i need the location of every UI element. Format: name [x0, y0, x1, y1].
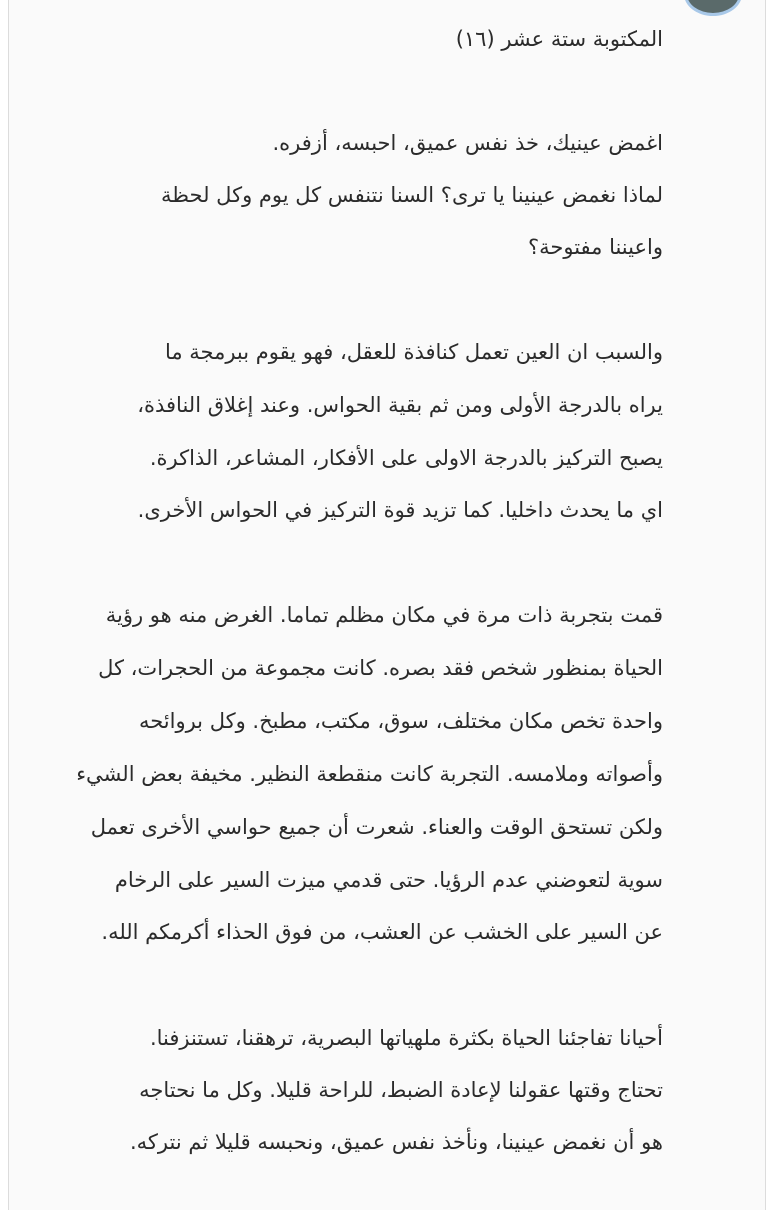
text-line: ولكن تستحق الوقت والعناء. شعرت أن جميع حواسي الأخرى تعمل — [90, 815, 663, 839]
text-line: اغمض عينيك، خذ نفس عميق، احبسه، أزفره. — [272, 131, 663, 155]
text-line: واحدة تخص مكان مختلف، سوق، مكتب، مطبخ. وكل بروائحه — [138, 709, 663, 733]
text-line: هو أن نغمض عينينا، ونأخذ نفس عميق، ونحبسه قليلا ثم نتركه. — [129, 1130, 663, 1154]
text-line: والسبب ان العين تعمل كنافذة للعقل، فهو يقوم ببرمجة ما — [164, 340, 663, 364]
text-line: لماذا نغمض عينينا يا ترى؟ السنا نتنفس كل يوم وكل لحظة — [161, 183, 663, 207]
text-line: أحيانا تفاجئنا الحياة بكثرة ملهياتها البصرية، ترهقنا، تستنزفنا. — [149, 1026, 663, 1050]
text-line: عن السير على الخشب عن العشب، من فوق الحذاء أكرمكم الله. — [101, 920, 663, 944]
text-line: يصبح التركيز بالدرجة الاولى على الأفكار، المشاعر، الذاكرة. — [149, 446, 663, 470]
text-line: يراه بالدرجة الأولى ومن ثم بقية الحواس. وعند إغلاق النافذة، — [137, 393, 663, 417]
text-line: تحتاج وقتها عقولنا لإعادة الضبط، للراحة قليلا. وكل ما نحتاجه — [139, 1078, 663, 1102]
text-line: وأصواته وملامسه. التجربة كانت منقطعة النظير. مخيفة بعض الشيء — [76, 762, 663, 786]
text-line: قمت بتجربة ذات مرة في مكان مظلم تماما. الغرض منه هو رؤية — [105, 603, 663, 627]
text-line: اي ما يحدث داخليا. كما تزيد قوة التركيز في الحواس الأخرى. — [137, 498, 663, 522]
post-title: المكتوبة ستة عشر (١٦) — [455, 27, 663, 51]
text-line: واعيننا مفتوحة؟ — [527, 235, 663, 259]
text-line: سوية لتعوضني عدم الرؤيا. حتى قدمي ميزت السير على الرخام — [114, 868, 663, 892]
text-line: الحياة بمنظور شخص فقد بصره. كانت مجموعة من الحجرات، كل — [98, 656, 663, 680]
